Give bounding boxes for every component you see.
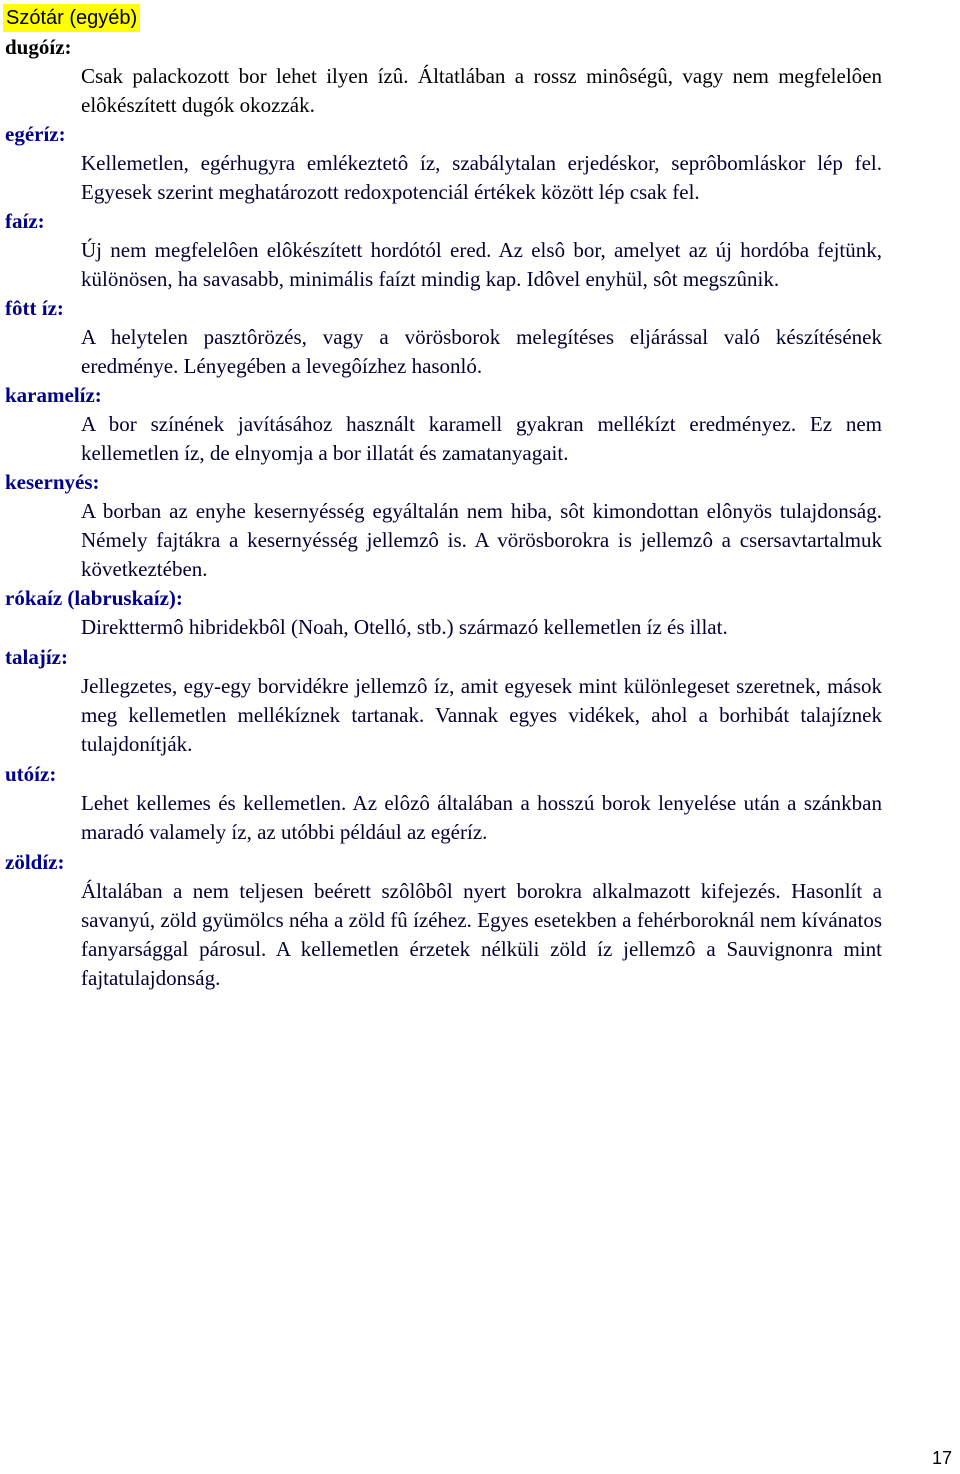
glossary-definition: Lehet kellemes és kellemetlen. Az elôzô általában a hosszú borok lenyelése után a szánkban maradó valamely íz, az utóbbi például az egéríz. <box>81 791 882 844</box>
glossary-entry-fott-iz <box>5 294 960 381</box>
page-number: 17 <box>931 1448 952 1468</box>
glossary-term: talajíz: <box>5 645 68 669</box>
glossary-entry-karameliz <box>5 381 960 468</box>
glossary-definition: A helytelen pasztôrözés, vagy a vörösborok melegítéses eljárással való készítésének eredménye. Lényegében a levegôízhez hasonló. <box>81 325 882 378</box>
glossary-term: karamelíz: <box>5 383 102 407</box>
glossary-entry-egeriz <box>5 120 960 207</box>
glossary-term: zöldíz: <box>5 850 65 874</box>
glossary-entry-kesernyes <box>5 468 960 584</box>
glossary-list <box>5 33 960 993</box>
glossary-definition: Jellegzetes, egy-egy borvidékre jellemzô íz, amit egyesek mint különlegeset szeretnek, mások meg kellemetlen mellékíznek tartanak. Vannak egyes vidékek, ahol a borhibát talajíznek tulajdonítják. <box>81 674 882 756</box>
glossary-term: faíz: <box>5 209 45 233</box>
glossary-term: fôtt íz: <box>5 296 64 320</box>
glossary-entry-dugoiz <box>5 33 960 120</box>
glossary-definition: Kellemetlen, egérhugyra emlékeztetô íz, szabálytalan erjedéskor, seprôbomláskor lép fel. Egyesek szerint meghatározott redoxpotenciál értékek között lép csak fel. <box>81 151 882 204</box>
glossary-definition: Új nem megfelelôen elôkészített hordótól ered. Az elsô bor, amelyet az új hordóba fejtünk, különösen, ha savasabb, minimális faízt mindig kap. Idôvel enyhül, sôt megszûnik. <box>81 238 882 291</box>
glossary-entry-utoiz <box>5 760 960 847</box>
glossary-definition: Direkttermô hibridekbôl (Noah, Otelló, stb.) származó kellemetlen íz és illat. <box>81 615 728 639</box>
glossary-entry-rokaiz <box>5 584 960 642</box>
glossary-term: dugóíz: <box>5 35 72 59</box>
glossary-term: utóíz: <box>5 762 57 786</box>
section-heading: Szótár (egyéb) <box>3 4 140 32</box>
glossary-entry-faiz <box>5 207 960 294</box>
glossary-definition: Csak palackozott bor lehet ilyen ízû. Áltatlában a rossz minôségû, vagy nem megfelelôen elôkészített dugók okozzák. <box>81 64 882 117</box>
glossary-term: kesernyés: <box>5 470 100 494</box>
glossary-definition: A borban az enyhe kesernyésség egyáltalán nem hiba, sôt kimondottan elônyös tulajdonság. Némely fajtákra a kesernyésség jellemzô is. A vörösborokra is jellemzô a csersavtartalmuk következtében. <box>81 499 882 581</box>
glossary-entry-zoldiz <box>5 848 960 993</box>
glossary-entry-talajiz <box>5 643 960 759</box>
glossary-term: rókaíz (labruskaíz): <box>5 586 183 610</box>
glossary-term: egéríz: <box>5 122 66 146</box>
glossary-definition: Általában a nem teljesen beérett szôlôbôl nyert borokra alkalmazott kifejezés. Hasonlít a savanyú, zöld gyümölcs néha a zöld fû ízéhez. Egyes esetekben a fehérboroknál nem kívánatos fanyarsággal párosul. A kellemetlen érzetek nélküli zöld íz jellemzô a Sauvignonra mint fajtatulajdonság. <box>81 879 882 990</box>
glossary-definition: A bor színének javításához használt karamell gyakran mellékízt eredményez. Ez nem kellemetlen íz, de elnyomja a bor illatát és zamatanyagait. <box>81 412 882 465</box>
